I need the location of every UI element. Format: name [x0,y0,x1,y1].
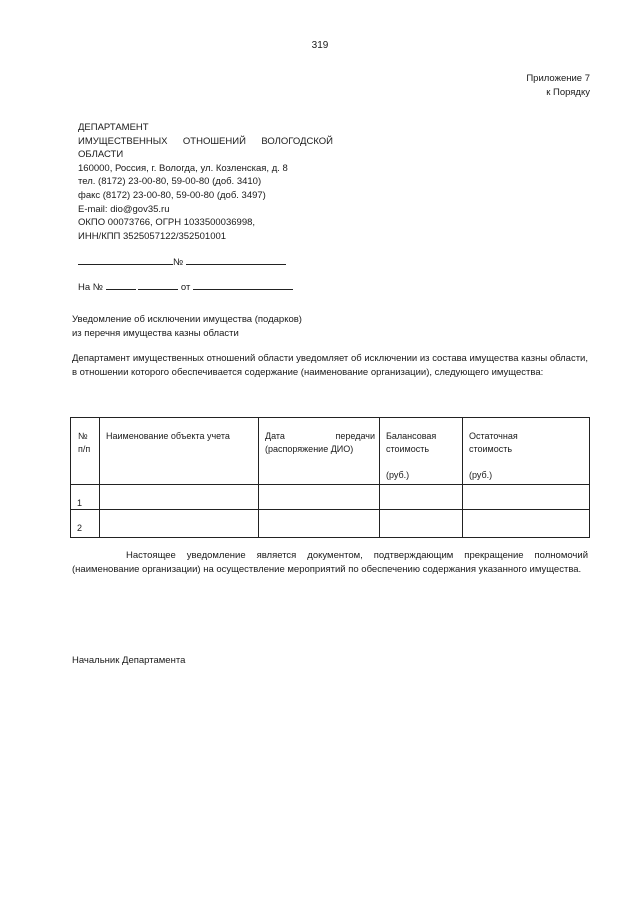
document-title [72,313,302,340]
sender-block [78,121,338,243]
row-number-cell [71,485,100,510]
header-residual-value-1: Остаточная [469,431,518,441]
header-cell-number [71,418,100,485]
header-book-value-2: стоимость [386,444,430,454]
object-name-cell[interactable] [100,510,259,538]
incoming-number-field[interactable] [106,279,136,290]
sender-address: 160000, Россия, г. Вологда, ул. Козленская, д. 8 [78,162,288,174]
table-row [71,485,590,510]
on-number-label: На № [78,282,103,293]
incoming-number-field-2[interactable] [138,279,178,290]
sender-word: ВОЛОГОДСКОЙ [261,135,333,147]
header-cell-book-value [380,418,463,485]
header-order: (распоряжение ДИО) [265,444,354,454]
header-number-symbol: № [78,431,88,441]
header-cell-object-name [100,418,259,485]
header-book-value-unit: (руб.) [386,470,410,480]
outgoing-number-line [78,254,286,268]
from-label: от [180,282,191,293]
book-value-cell[interactable] [380,485,463,510]
sender-region: ОБЛАСТИ [78,149,124,161]
closing-paragraph: Настоящее уведомление является документом, подтверждающим прекращение полномочий (наименование организации) на осуществление мероприятий по обеспечению содержания указанного имущества. [72,550,588,575]
signature-title: Начальник Департамента [72,655,186,666]
appendix-subtitle: к Порядку [546,87,590,98]
number-label: № [173,257,184,268]
sender-inn: ИНН/КПП 3525057122/352501001 [78,230,227,242]
assets-table [70,417,590,538]
header-object-name: Наименование объекта учета [106,431,230,441]
incoming-reference-line [78,279,293,293]
header-residual-value-2: стоимость [469,444,513,454]
sender-email: E-mail: dio@gov35.ru [78,203,170,215]
book-value-cell[interactable] [380,510,463,538]
row-number: 2 [77,523,83,533]
sender-word: ОТНОШЕНИЙ [182,135,246,147]
residual-value-cell[interactable] [463,485,590,510]
header-book-value-1: Балансовая [386,431,437,441]
header-cell-residual-value [463,418,590,485]
appendix-reference [526,72,590,100]
header-residual-value-unit: (руб.) [469,470,493,480]
header-transfer-word: передачи [335,431,375,441]
sender-department: ДЕПАРТАМЕНТ [78,122,149,133]
sender-okpo: ОКПО 00073766, ОГРН 1033500036998, [78,217,256,229]
row-number: 1 [77,498,83,508]
sender-fax: факс (8172) 23-00-80, 59-00-80 (доб. 3497) [78,189,266,201]
row-number-cell [71,510,100,538]
transfer-date-cell[interactable] [259,485,380,510]
header-date-word: Дата [265,431,285,441]
appendix-title: Приложение 7 [526,73,590,84]
table-row [71,510,590,538]
page-number: 319 [311,40,329,51]
header-number-abbr: п/п [78,444,91,454]
residual-value-cell[interactable] [463,510,590,538]
sender-word: ИМУЩЕСТВЕННЫХ [78,135,168,147]
transfer-date-cell[interactable] [259,510,380,538]
outgoing-number-field[interactable] [186,254,286,265]
sender-department-name [78,135,333,149]
incoming-date-field[interactable] [193,279,293,290]
header-cell-transfer-date [259,418,380,485]
table-header-row [71,418,590,485]
intro-paragraph: Департамент имущественных отношений области уведомляет об исключении из состава имущества казны области, в отношении которого обеспечивается содержание (наименование организации), следующего имущества: [72,353,588,378]
title-line-1: Уведомление об исключении имущества (подарков) [72,314,302,325]
object-name-cell[interactable] [100,485,259,510]
title-line-2: из перечня имущества казны области [72,327,239,339]
sender-phone: тел. (8172) 23-00-80, 59-00-80 (доб. 3410) [78,176,262,188]
outgoing-date-field[interactable] [78,254,173,265]
